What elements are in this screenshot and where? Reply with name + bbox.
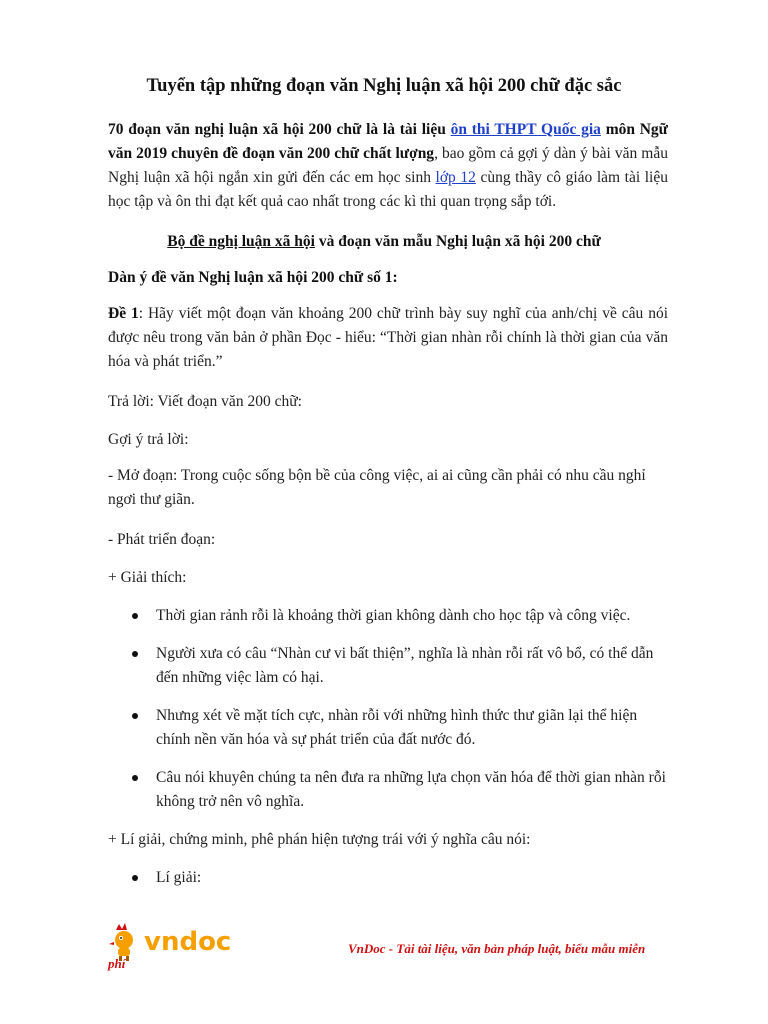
list-item <box>108 704 668 752</box>
intro-bold-1: 70 đoạn văn nghị luận xã hội 200 chữ là là tài liệu <box>108 121 451 138</box>
answer-line: Trả lời: Viết đoạn văn 200 chữ: <box>108 393 302 410</box>
link-on-thi-thpt[interactable]: ôn thi THPT Quốc gia <box>450 121 601 138</box>
giai-thich-list <box>108 604 668 814</box>
section-heading-link[interactable]: Bộ đề nghị luận xã hội <box>167 233 315 250</box>
intro-text-2: cùng thầy cô giáo làm tài liệu học tập và ôn thi đạt kết quả cao nhất trong các kì thi quan trọng sắp tới. <box>108 169 668 210</box>
list-item <box>108 766 668 814</box>
bullet-icon <box>132 713 138 719</box>
section-heading-rest: và đoạn văn mẫu Nghị luận xã hội 200 chữ <box>314 233 601 250</box>
list-item <box>108 866 668 890</box>
li-giai-list <box>108 866 668 890</box>
list-item-text: Lí giải: <box>156 869 202 886</box>
mo-doan-paragraph: - Mở đoạn: Trong cuộc sống bộn bề của công việc, ai ai cũng cần phải có nhu cầu nghỉ ngơi thư giãn. <box>108 467 646 508</box>
bullet-icon <box>132 613 138 619</box>
phat-trien-line: - Phát triển đoạn: <box>108 531 216 548</box>
hint-line: Gợi ý trả lời: <box>108 431 189 448</box>
section-heading <box>0 230 768 254</box>
document-title: Tuyển tập những đoạn văn Nghị luận xã hội 200 chữ đặc sắc <box>146 76 622 96</box>
bullet-icon <box>132 651 138 657</box>
list-item-text: Câu nói khuyên chúng ta nên đưa ra những lựa chọn văn hóa để thời gian nhàn rỗi không trở nên vô nghĩa. <box>156 769 666 810</box>
de1-label: Đề 1 <box>108 305 139 322</box>
li-giai-heading: + Lí giải, chứng minh, phê phán hiện tượng trái với ý nghĩa câu nói: <box>108 831 531 848</box>
giai-thich-line: + Giải thích: <box>108 569 187 586</box>
list-item <box>108 604 668 628</box>
outline-heading <box>108 266 668 290</box>
intro-paragraph <box>108 118 668 214</box>
de1-paragraph <box>108 302 668 374</box>
footer-text: VnDoc - Tải tài liệu, văn bản pháp luật, biểu mẫu miễn <box>348 941 646 956</box>
bullet-icon <box>132 775 138 781</box>
list-item-text: Thời gian rảnh rỗi là khoảng thời gian không dành cho học tập và công việc. <box>156 607 631 624</box>
list-item-text: Người xưa có câu “Nhàn cư vi bất thiện”, nghĩa là nhàn rỗi rất vô bổ, có thể dẫn đến những việc làm có hại. <box>156 645 654 686</box>
bullet-icon <box>132 875 138 881</box>
de1-text: : Hãy viết một đoạn văn khoảng 200 chữ trình bày suy nghĩ của anh/chị về câu nói được nêu trong văn bản ở phần Đọc - hiểu: “Thời gian nhàn rỗi chính là thời gian của văn hóa và phát triển.” <box>108 305 668 370</box>
list-item-text: Nhưng xét về mặt tích cực, nhàn rỗi với những hình thức thư giãn lại thể hiện chính nền văn hóa và sự phát triển của đất nước đó. <box>156 707 638 748</box>
vndoc-logo[interactable] <box>108 918 258 966</box>
logo-wordmark: vndoc <box>144 927 232 957</box>
outline-heading-text: Dàn ý đề văn Nghị luận xã hội 200 chữ số 1: <box>108 269 398 286</box>
link-lop-12[interactable]: lớp 12 <box>435 169 476 186</box>
intro-text-1: , bao gồm cả gợi ý dàn ý bài văn mẫu Nghị luận xã hội ngắn xin gửi đến các em học sinh <box>108 145 668 186</box>
intro-bold-2: môn Ngữ văn 2019 chuyên đề đoạn văn 200 chữ chất lượng <box>108 121 668 162</box>
list-item <box>108 642 668 690</box>
footer-continuation: phí <box>108 956 126 971</box>
